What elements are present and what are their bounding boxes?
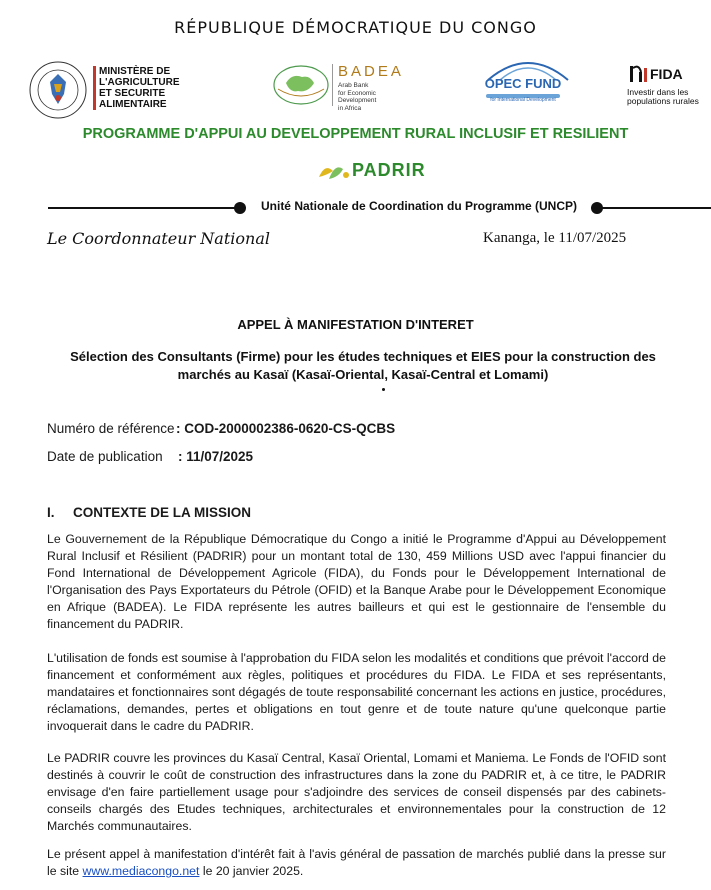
notice-title: APPEL À MANIFESTATION D'INTERET (237, 317, 474, 332)
badea-divider (332, 64, 333, 106)
publication-date-label: Date de publication (47, 449, 163, 464)
badea-globe-logo (272, 63, 330, 107)
ministry-line: ALIMENTAIRE (99, 99, 167, 110)
paragraph-text: Le présent appel à manifestation d'intérêt fait à l'avis général de passation de marchés publié dans la presse sur le site (47, 847, 666, 878)
divider-left (48, 207, 238, 209)
paragraph-publication (47, 846, 666, 880)
badea-sub-line: in Africa (338, 104, 362, 112)
badea-sub-line: Arab Bank (338, 82, 369, 89)
ministry-line: L'AGRICULTURE (99, 77, 180, 88)
fida-name: FIDA (650, 66, 683, 82)
publication-date-value: : 11/07/2025 (178, 449, 254, 464)
country-title: RÉPUBLIQUE DÉMOCRATIQUE DU CONGO (174, 18, 537, 37)
paragraph-funds-usage: L'utilisation de fonds est soumise à l'approbation du FIDA selon les modalités et conditions que prévoit l'accord de financement et conformément aux règles, politiques et procédures du FIDA. Le FIDA et ses représentants, mandataires et fonctionnaires sont dégagés de toute responsabilité concernant les actions en justice, procédures, réclamations, demandes, pertes et obligations en tout genre et de toute nature qu'une quelconque partie invoquerait dans le cadre du PADRIR. (47, 651, 666, 733)
divider-right (597, 207, 711, 209)
unit-name: Unité Nationale de Coordination du Programme (UNCP) (260, 199, 578, 213)
ministry-line: MINISTÈRE DE (99, 66, 171, 77)
section-title: CONTEXTE DE LA MISSION (73, 505, 252, 520)
opec-fund-name: OPEC FUND (484, 76, 562, 91)
mediacongo-link[interactable]: www.mediacongo.net (82, 864, 200, 878)
ministry-name (93, 66, 180, 110)
paragraph-coverage: Le PADRIR couvre les provinces du Kasaï Central, Kasaï Oriental, Lomami et Maniema. Le Fonds de l'OFID sont destinés à couvrir le coût de construction des infrastructures dans la zone du PADRIR et, à ce titre, le PADRIR envisage d'en faire partiellement usage pour s'adjoindre des services de conseil dispensés par des cabinets-conseils chargés des Etudes techniques, architecturales et environnementales pour la construction de 12 Marchés communautaires. (47, 751, 666, 833)
reference-value: : COD-2000002386-0620-CS-QCBS (176, 421, 396, 436)
badea-subtitle (338, 82, 376, 112)
fida-tagline (627, 88, 699, 106)
separator-dot (382, 388, 385, 391)
ministry-seal-logo (28, 60, 88, 120)
paragraph-context: Le Gouvernement de la République Démocratique du Congo a initié le Programme d'Appui au Développement Rural Inclusif et Résilient (PADRIR) pour un montant total de 130, 459 Millions USD avec l'appui financier du Fond International de Développement Agricole (FIDA), du Fonds pour le Développement International de l'Organisation des Pays Exportateurs du Pétrole (OFID) et la Banque Arabe pour le Développement Economique en Afrique (BADEA). Le FIDA représente les autres bailleurs et qui est le gestionnaire de l'ensemble du financement du PADRIR. (47, 532, 666, 631)
fida-logo-icon (627, 64, 649, 84)
section-number: I. (47, 505, 55, 520)
padrir-leaf-icon (317, 161, 351, 181)
fida-tagline-line: populations rurales (627, 96, 699, 106)
padrir-name: PADRIR (352, 160, 426, 180)
program-title: PROGRAMME D'APPUI AU DEVELOPPEMENT RURAL INCLUSIF ET RESILIENT (82, 126, 629, 142)
badea-sub-line: for Economic (338, 89, 376, 97)
badea-name: BADEA (338, 63, 404, 80)
badea-sub-line: Development (338, 97, 377, 104)
ministry-line: ET SECURITE (99, 88, 166, 99)
fida-tagline-line: Investir dans les (627, 87, 689, 97)
notice-subtitle: Sélection des Consultants (Firme) pour les études techniques et EIES pour la construction des marchés au Kasaï (Kasaï-Oriental, Kasaï-Central et Lomami) (70, 349, 656, 382)
place-date: Kananga, le 11/07/2025 (483, 230, 627, 246)
reference-label: Numéro de référence (47, 421, 175, 436)
coordinator-heading: Le Coordonnateur National (47, 229, 270, 248)
paragraph-text-end: le 20 janvier 2025. (199, 864, 304, 878)
section-heading (47, 505, 251, 520)
opec-subtitle: for International Development (490, 97, 556, 103)
